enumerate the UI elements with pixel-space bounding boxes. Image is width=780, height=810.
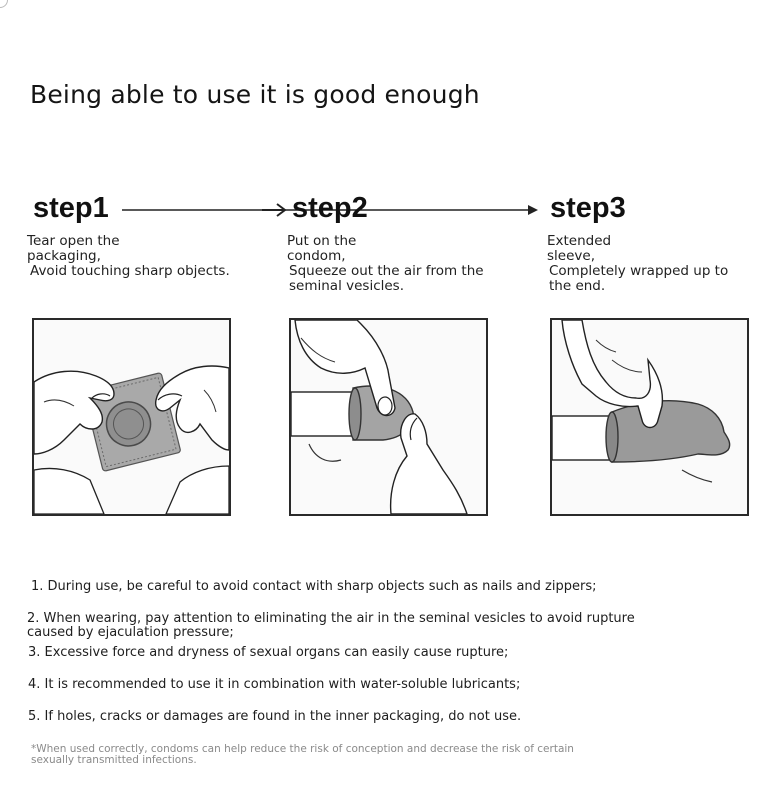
step2-desc-line: Put on the xyxy=(287,233,357,249)
step1-desc-line: packaging, xyxy=(27,248,101,264)
disclaimer-line: sexually transmitted infections. xyxy=(31,754,197,766)
step3-desc-sub: the end. xyxy=(549,278,606,294)
step3-description xyxy=(547,234,728,294)
note-1: 1. During use, be careful to avoid contact with sharp objects such as nails and zippers; xyxy=(31,579,597,594)
note-3: 3. Excessive force and dryness of sexual organs can easily cause rupture; xyxy=(28,645,509,660)
step3-desc-sub: Completely wrapped up to xyxy=(549,263,729,279)
tear-packaging-illustration xyxy=(32,318,231,516)
step3-desc-line: Extended xyxy=(547,233,612,249)
step1-label: step1 xyxy=(33,192,109,224)
step2-label: step2 xyxy=(292,192,368,224)
extend-sleeve-illustration xyxy=(550,318,749,516)
note-2 xyxy=(27,612,635,640)
step1-desc-line: Tear open the xyxy=(27,233,120,249)
step2-desc-line: condom, xyxy=(287,248,346,264)
step1-description xyxy=(27,234,230,279)
note-2-line: caused by ejaculation pressure; xyxy=(27,625,234,640)
step3-label: step3 xyxy=(550,192,626,224)
step2-desc-sub: Squeeze out the air from the xyxy=(289,263,484,279)
disclaimer-line: *When used correctly, condoms can help reduce the risk of conception and decrease the risk of certain xyxy=(31,743,574,755)
note-2-line: 2. When wearing, pay attention to eliminating the air in the seminal vesicles to avoid rupture xyxy=(27,611,635,626)
page-title: Being able to use it is good enough xyxy=(30,80,480,109)
note-4: 4. It is recommended to use it in combination with water-soluble lubricants; xyxy=(28,677,521,692)
step2-desc-sub: seminal vesicles. xyxy=(289,278,404,294)
arrow-right-icon xyxy=(528,205,538,215)
put-on-condom-illustration xyxy=(289,318,488,516)
step1-desc-sub: Avoid touching sharp objects. xyxy=(30,263,230,279)
note-5: 5. If holes, cracks or damages are found in the inner packaging, do not use. xyxy=(28,709,522,724)
arrow-right-icon xyxy=(262,204,285,216)
disclaimer xyxy=(31,744,574,766)
step2-description xyxy=(287,234,484,294)
step3-desc-line: sleeve, xyxy=(547,248,595,264)
corner-decoration xyxy=(0,0,8,8)
